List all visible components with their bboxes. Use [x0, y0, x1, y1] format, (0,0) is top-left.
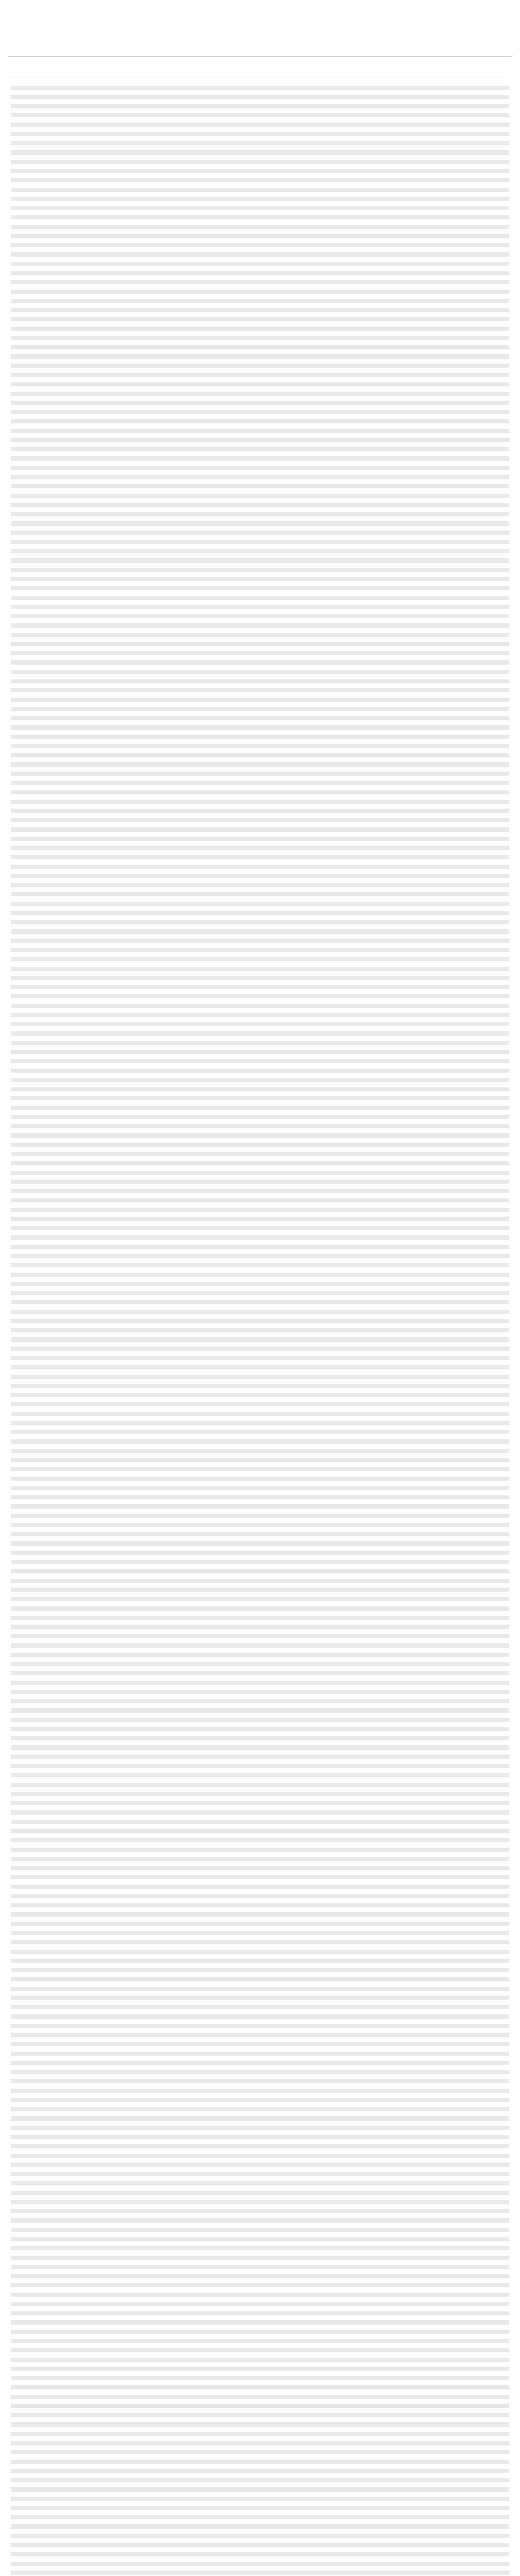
notice-body-text [11, 82, 509, 2576]
notice-header [8, 5, 512, 57]
notice-body [8, 77, 512, 2576]
notice-subject [8, 57, 512, 77]
